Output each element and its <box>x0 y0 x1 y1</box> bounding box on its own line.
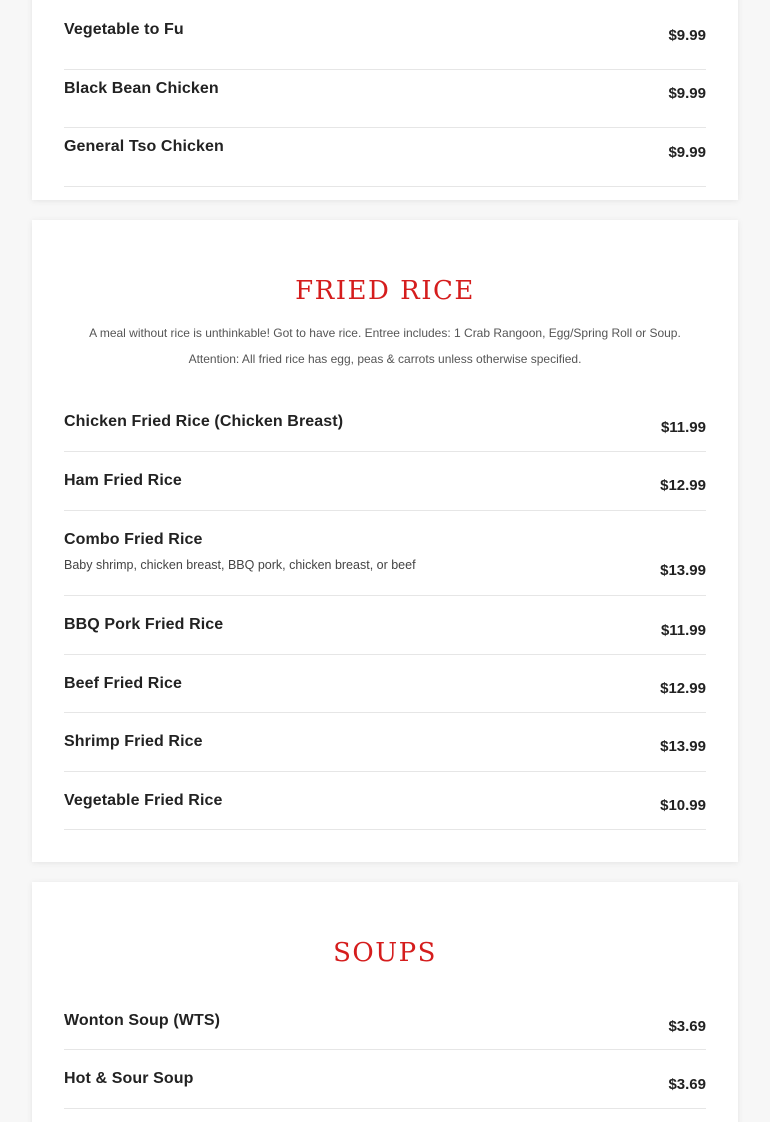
menu-item-name: BBQ Pork Fried Rice <box>64 616 224 633</box>
menu-item-list <box>64 1000 706 1109</box>
menu-item-price: $11.99 <box>660 622 706 639</box>
menu-item[interactable] <box>64 70 706 128</box>
menu-item-price: $13.99 <box>660 562 706 579</box>
menu-item-name: Vegetable to Fu <box>64 21 184 38</box>
menu-item-name: Vegetable Fried Rice <box>64 792 223 809</box>
fried-rice-section-card <box>32 220 738 862</box>
section-title: SOUPS <box>333 938 437 968</box>
menu-item[interactable] <box>64 402 706 452</box>
menu-item-name: Wonton Soup (WTS) <box>64 1012 221 1029</box>
menu-item-price: $12.99 <box>660 680 706 697</box>
menu-item[interactable] <box>64 128 706 187</box>
menu-item[interactable] <box>64 1000 706 1050</box>
menu-item-price: $3.69 <box>668 1076 706 1093</box>
menu-item-price: $9.99 <box>668 27 706 44</box>
menu-item-name: General Tso Chicken <box>64 138 224 155</box>
soups-section-card <box>32 882 738 1122</box>
menu-item-name: Black Bean Chicken <box>64 80 219 97</box>
menu-item-price: $11.99 <box>660 419 706 436</box>
menu-item-name: Hot & Sour Soup <box>64 1070 194 1087</box>
menu-item-price: $10.99 <box>660 797 706 814</box>
menu-item-price: $9.99 <box>668 144 706 161</box>
section-description-line: Attention: All fried rice has egg, peas & carrots unless otherwise specified. <box>188 352 582 366</box>
menu-item-name: Shrimp Fried Rice <box>64 733 203 750</box>
menu-item[interactable] <box>64 1050 706 1109</box>
menu-item-price: $13.99 <box>660 738 706 755</box>
menu-item-list <box>64 402 706 830</box>
menu-item[interactable] <box>64 10 706 70</box>
menu-item-price: $12.99 <box>660 477 706 494</box>
menu-item[interactable] <box>64 713 706 772</box>
section-title: FRIED RICE <box>295 276 475 306</box>
menu-item[interactable] <box>64 596 706 655</box>
menu-item[interactable] <box>64 655 706 713</box>
menu-item-name: Beef Fried Rice <box>64 675 182 692</box>
menu-item-price: $3.69 <box>668 1018 706 1035</box>
menu-item-name: Combo Fried Rice <box>64 531 203 548</box>
menu-item[interactable] <box>64 452 706 511</box>
menu-item-name: Ham Fried Rice <box>64 472 182 489</box>
menu-item-price: $9.99 <box>668 85 706 102</box>
menu-item-list <box>64 10 706 187</box>
menu-item[interactable] <box>64 772 706 830</box>
menu-item[interactable] <box>64 511 706 596</box>
section-description-line: A meal without rice is unthinkable! Got to have rice. Entree includes: 1 Crab Rangoon, Egg/Spring Roll or Soup. <box>89 326 681 340</box>
menu-item-description: Baby shrimp, chicken breast, BBQ pork, chicken breast, or beef <box>64 558 416 572</box>
section-description <box>72 320 698 372</box>
menu-section-card <box>32 0 738 200</box>
menu-item-name: Chicken Fried Rice (Chicken Breast) <box>64 413 344 430</box>
